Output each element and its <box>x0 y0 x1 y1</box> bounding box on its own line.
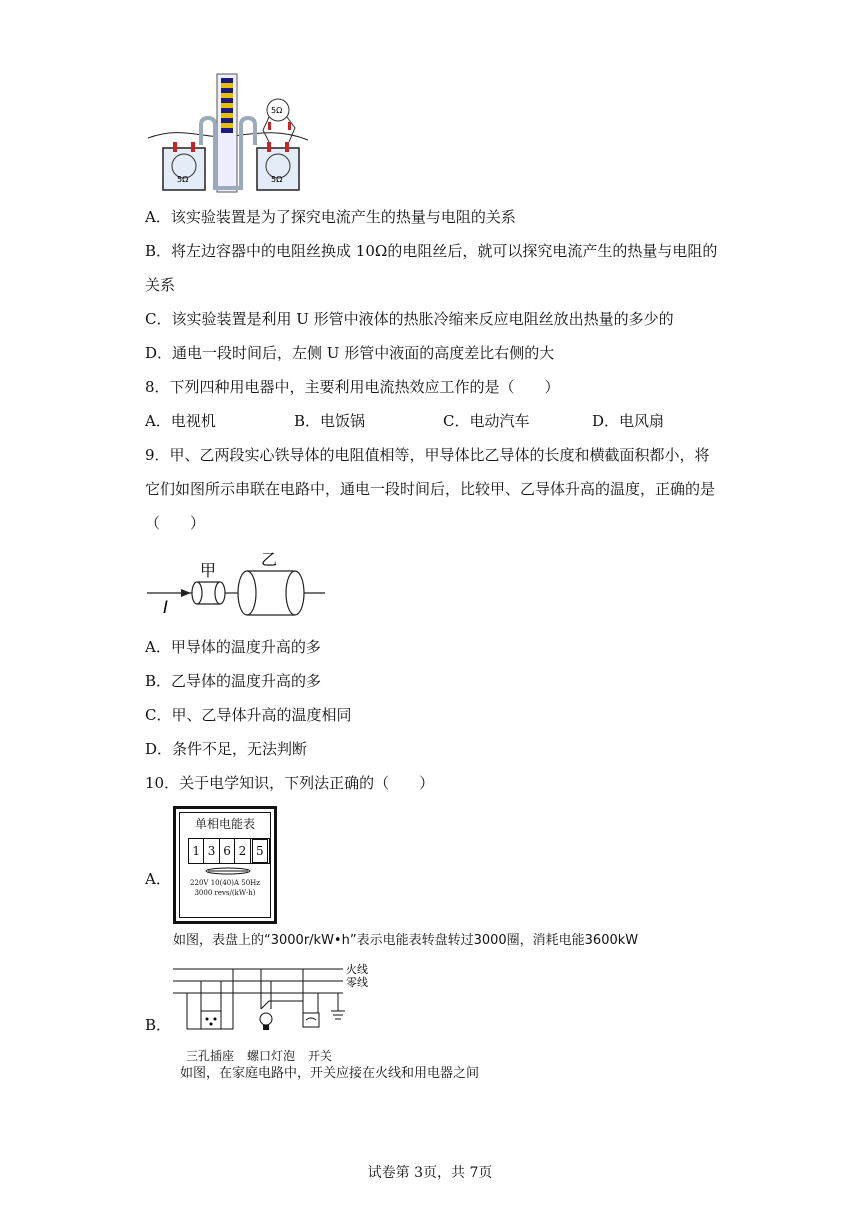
q10-option-a-letter: A． <box>145 870 171 888</box>
live-wire-label: 火线 <box>346 963 368 976</box>
meter-digit: 2 <box>235 839 250 863</box>
q9-option-d: D．条件不足，无法判断 <box>145 740 308 758</box>
meter-digits <box>188 838 270 864</box>
switch-label: 开关 <box>308 1049 333 1063</box>
page-footer: 试卷第 3页，共 7页 <box>367 1165 493 1181</box>
q10-option-b-caption: 如图，在家庭电路中，开关应接在火线和用电器之间 <box>180 1066 480 1081</box>
q8-choice-b: B．电饭锅 <box>294 412 366 430</box>
neutral-wire-label: 零线 <box>346 976 368 989</box>
meter-spec-2: 3000 revs/(kW·h) <box>194 889 256 897</box>
q7-option-b-cont: 关系 <box>145 276 176 294</box>
meter-spec-1: 220V 10(40)A 50Hz <box>190 879 260 887</box>
q9-option-c: C．甲、乙导体升高的温度相同 <box>145 706 352 724</box>
socket-label: 三孔插座 <box>186 1049 235 1063</box>
q10-option-a-caption: 如图，表盘上的“3000r/kW•h”表示电能表转盘转过3000圈，消耗电能3600kW <box>173 933 639 948</box>
q7-option-b: B．将左边容器中的电阻丝换成 10Ω的电阻丝后，就可以探究电流产生的热量与电阻的 <box>145 242 718 260</box>
q9-stem-2: 它们如图所示串联在电路中，通电一段时间后，比较甲、乙导体升高的温度，正确的是 <box>145 480 716 498</box>
q9-conductors-figure <box>145 545 330 620</box>
energy-meter <box>173 806 277 924</box>
household-circuit-diagram <box>173 961 393 1045</box>
q8-stem: 8．下列四种用电器中，主要利用电流热效应工作的是（ ） <box>145 378 560 396</box>
q10-option-b-letter: B． <box>145 1016 172 1034</box>
q9-label-jia: 甲 <box>200 561 217 580</box>
q7-option-a: A．该实验装置是为了探究电流产生的热量与电阻的关系 <box>145 208 516 226</box>
q9-current-label: I <box>163 598 169 618</box>
q7-left-resistor-label: 5Ω <box>177 175 189 184</box>
q8-choice-d: D．电风扇 <box>592 412 665 430</box>
q7-right-resistor-label: 5Ω <box>271 175 283 184</box>
q9-stem-1: 9．甲、乙两段实心铁导体的电阻值相等，甲导体比乙导体的长度和横截面积都小，将 <box>145 446 710 464</box>
meter-disc <box>180 864 276 878</box>
q7-option-d: D．通电一段时间后，左侧 U 形管中液面的高度差比右侧的大 <box>145 344 555 362</box>
q10-stem: 10．关于电学知识，下列法正确的（ ） <box>145 774 435 792</box>
q9-stem-3: （ ） <box>145 514 206 532</box>
meter-title: 单相电能表 <box>194 817 255 831</box>
q8-choice-c: C．电动汽车 <box>443 412 530 430</box>
meter-digit: 1 <box>189 839 204 863</box>
q9-option-b: B．乙导体的温度升高的多 <box>145 672 322 690</box>
q7-option-c: C．该实验装置是利用 U 形管中液体的热胀冷缩来反应电阻丝放出热量的多少的 <box>145 310 674 328</box>
bulb-label: 螺口灯泡 <box>247 1049 296 1063</box>
meter-digit: 3 <box>204 839 219 863</box>
meter-digit: 5 <box>252 839 268 863</box>
q9-option-a: A．甲导体的温度升高的多 <box>145 638 321 656</box>
q9-label-yi: 乙 <box>261 550 278 569</box>
q8-choice-a: A．电视机 <box>145 412 216 430</box>
q7-outer-resistor-label: 5Ω <box>271 106 283 115</box>
q7-joule-heat-apparatus <box>143 70 313 195</box>
meter-digit: 6 <box>220 839 235 863</box>
